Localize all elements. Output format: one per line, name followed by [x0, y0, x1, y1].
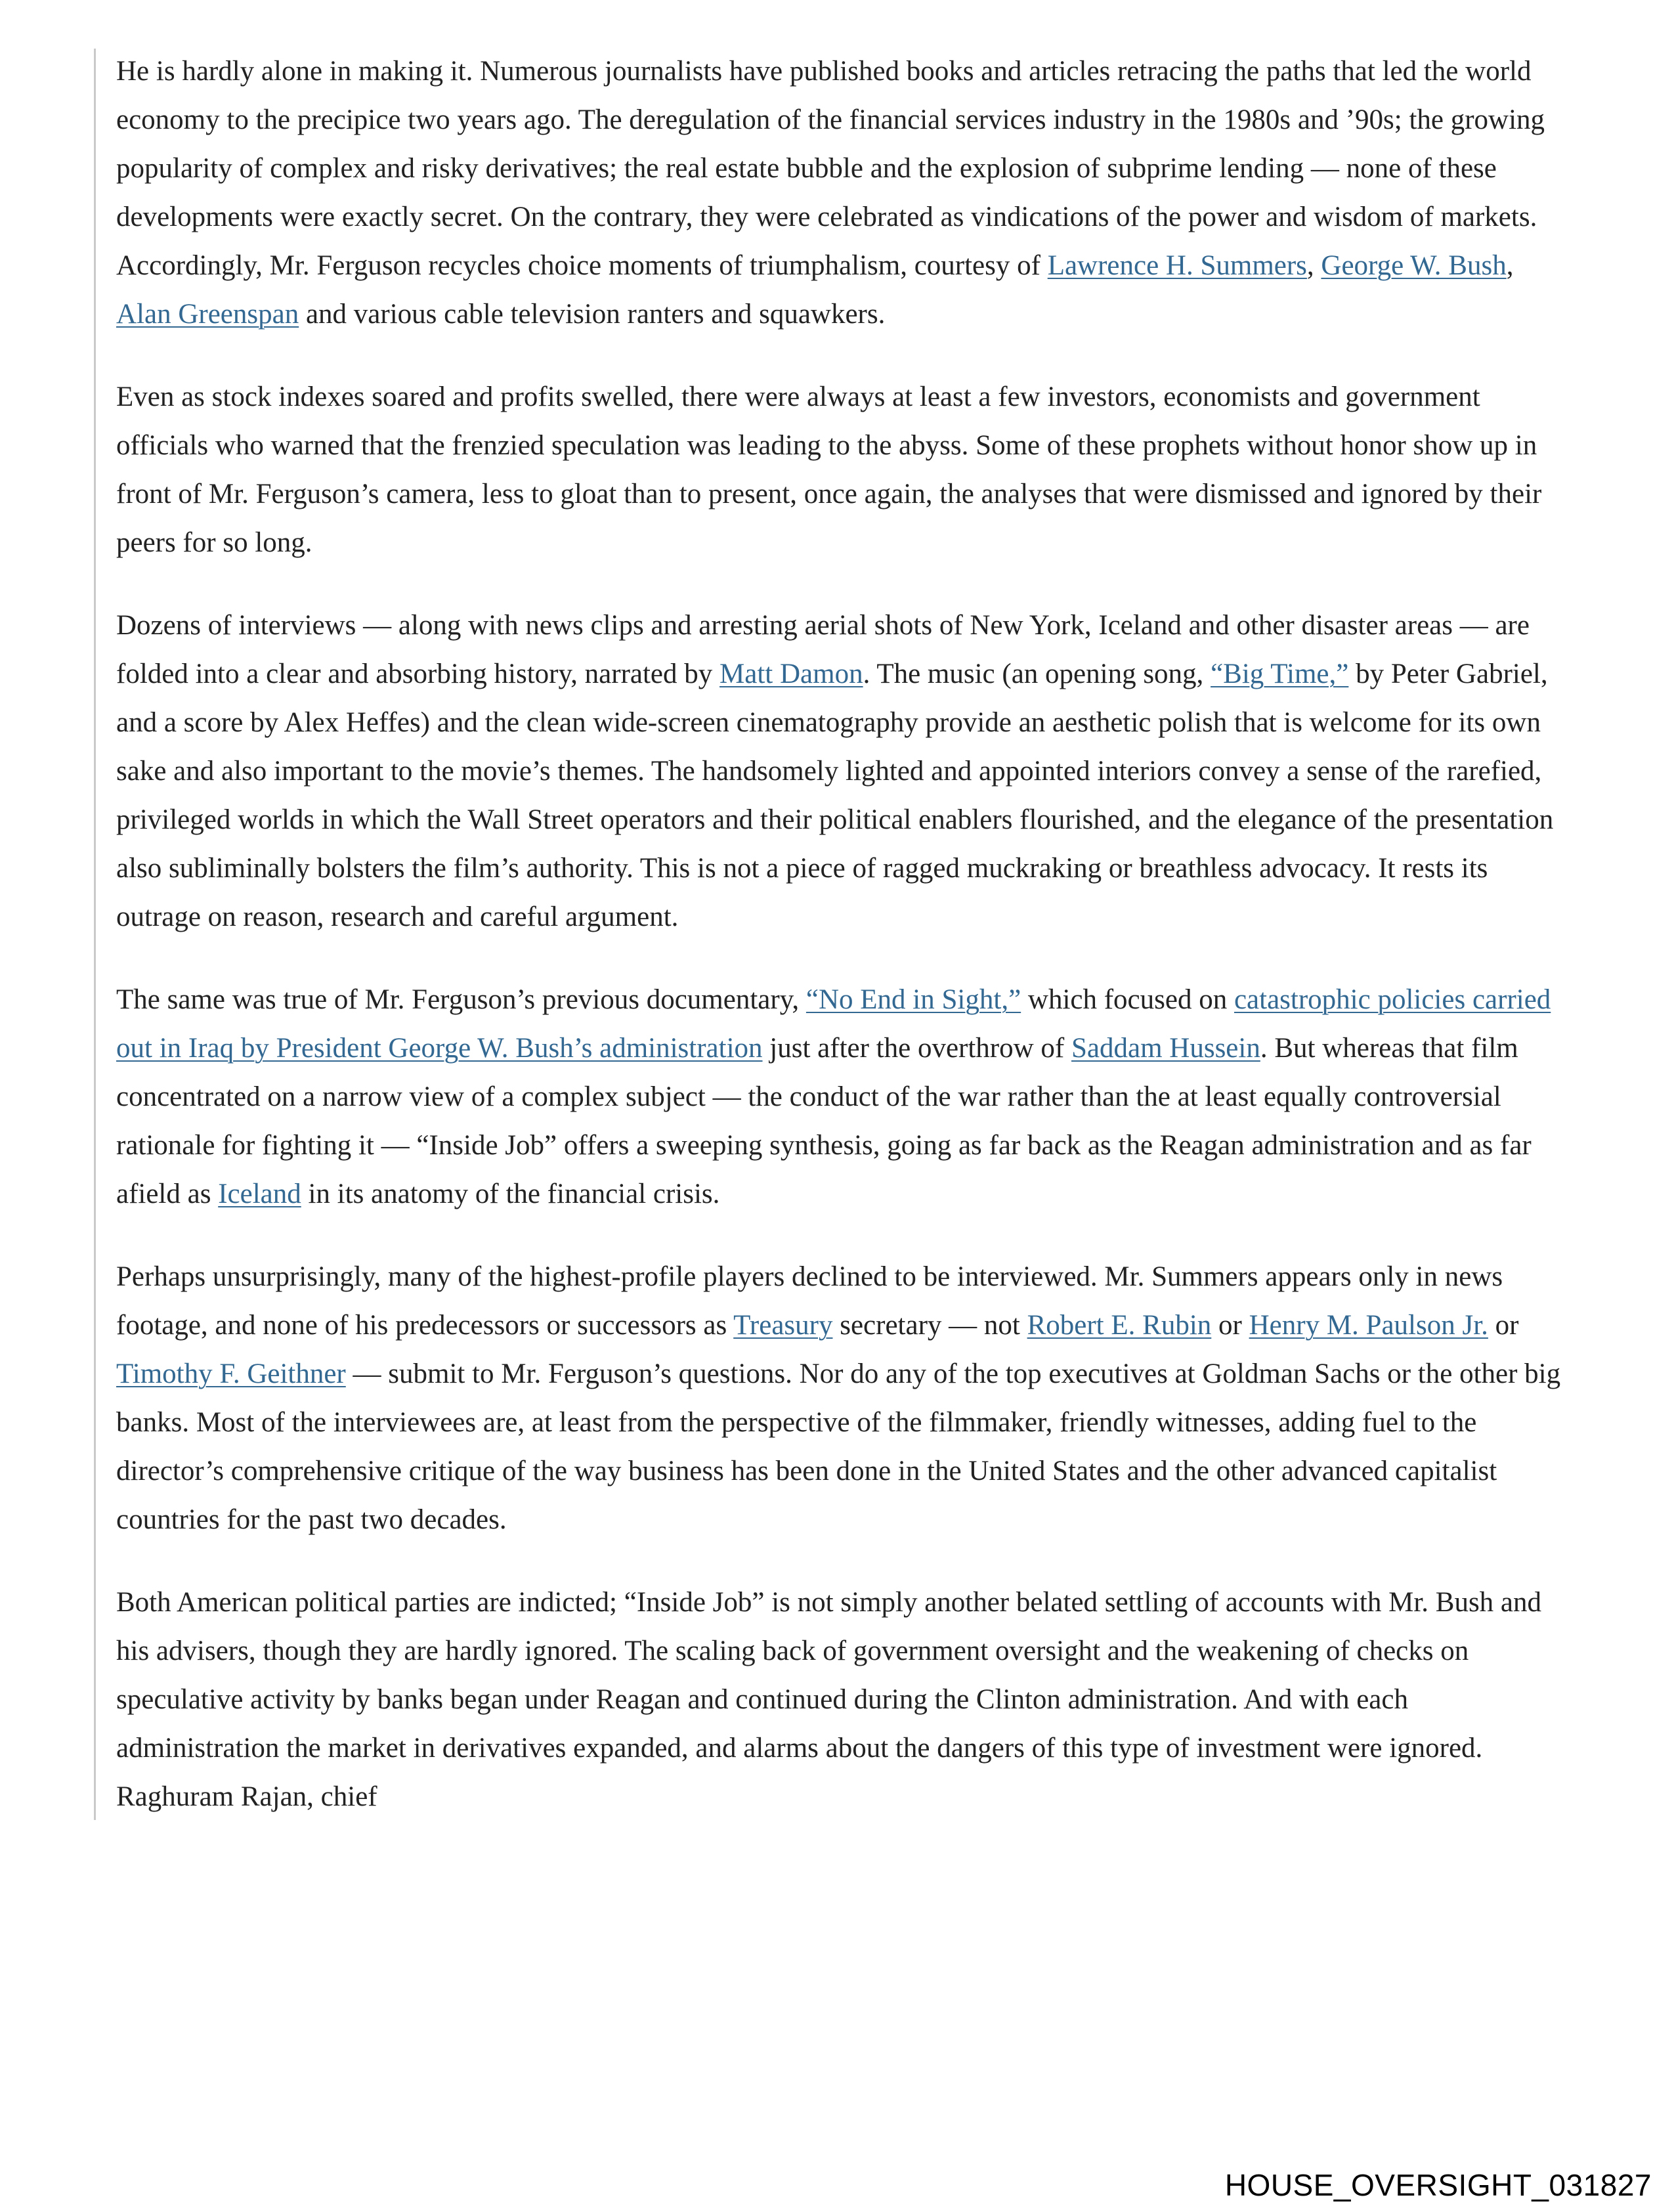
- text-run: Even as stock indexes soared and profits swelled, there were always at least a few investors, economists and government officials who warned that the frenzied speculation was leading to the abyss. Some of these prophets without honor show up in front of Mr. Ferguson’s camera, less to gloat than to present, once again, the analyses that were dismissed and ignored by their peers for so long.: [116, 381, 1542, 558]
- paragraph: [116, 1578, 1570, 1821]
- text-run: Perhaps unsurprisingly, many of the highest-profile players declined to be interviewed. Mr. Summers appears only in news footage, and none of his predecessors or successors as: [116, 1261, 1503, 1341]
- text-run: He is hardly alone in making it. Numerous journalists have published books and articles retracing the paths that led the world economy to the precipice two years ago. The deregulation of the financial services industry in the 1980s and ’90s; the growing popularity of complex and risky derivatives; the real estate bubble and the explosion of subprime lending — none of these developments were exactly secret. On the contrary, they were celebrated as vindications of the power and wisdom of markets. Accordingly, Mr. Ferguson recycles choice moments of triumphalism, courtesy of: [116, 56, 1545, 281]
- inline-link[interactable]: Robert E. Rubin: [1027, 1310, 1212, 1341]
- inline-link[interactable]: Timothy F. Geithner: [116, 1358, 346, 1389]
- inline-link[interactable]: Henry M. Paulson Jr.: [1249, 1310, 1488, 1341]
- paragraph-container: [116, 47, 1570, 1821]
- text-run: Both American political parties are indicted; “Inside Job” is not simply another belated settling of accounts with Mr. Bush and his advisers, though they are hardly ignored. The scaling back of government oversight and the weakening of checks on speculative activity by banks began under Reagan and continued during the Clinton administration. And with each administration the market in derivatives expanded, and alarms about the dangers of this type of investment were ignored. Raghuram Rajan, chief: [116, 1587, 1542, 1812]
- bates-stamp-label: HOUSE_OVERSIGHT_031827: [1224, 2168, 1652, 2202]
- inline-link[interactable]: Alan Greenspan: [116, 299, 299, 330]
- inline-link[interactable]: catastrophic policies carried out in Iraq by President George W. Bush’s administration: [116, 984, 1551, 1064]
- text-run: . But whereas that film concentrated on a narrow view of a complex subject — the conduct of the war rather than the at least equally controversial rationale for fighting it — “Inside Job” offers a sweeping synthesis, going as far back as the Reagan administration and as far afield as: [116, 1033, 1532, 1209]
- text-run: by Peter Gabriel, and a score by Alex Heffes) and the clean wide-screen cinematography provide an aesthetic polish that is welcome for its own sake and also important to the movie’s themes. The handsomely lighted and appointed interiors convey a sense of the rarefied, privileged worlds in which the Wall Street operators and their political enablers flourished, and the elegance of the presentation also subliminally bolsters the film’s authority. This is not a piece of ragged muckraking or breathless advocacy. It rests its outrage on reason, research and careful argument.: [116, 659, 1554, 932]
- paragraph: [116, 47, 1570, 339]
- text-run: secretary — not: [832, 1310, 1027, 1341]
- text-run: . The music (an opening song,: [863, 659, 1211, 689]
- text-run: The same was true of Mr. Ferguson’s previous documentary,: [116, 984, 806, 1015]
- text-run: or: [1488, 1310, 1519, 1341]
- text-run: in its anatomy of the financial crisis.: [301, 1179, 720, 1209]
- article-body: [94, 47, 1570, 1821]
- inline-link[interactable]: Treasury: [733, 1310, 833, 1341]
- left-vertical-rule: [94, 49, 96, 1820]
- text-run: or: [1211, 1310, 1249, 1341]
- text-run: which focused on: [1021, 984, 1234, 1015]
- inline-link[interactable]: George W. Bush: [1321, 250, 1507, 281]
- inline-link[interactable]: Lawrence H. Summers: [1047, 250, 1307, 281]
- text-run: ,: [1506, 250, 1514, 281]
- text-run: and various cable television ranters and squawkers.: [299, 299, 886, 330]
- inline-link[interactable]: Matt Damon: [719, 659, 863, 689]
- text-run: Dozens of interviews — along with news clips and arresting aerial shots of New York, Iceland and other disaster areas — are folded into a clear and absorbing history, narrated by: [116, 610, 1530, 689]
- inline-link[interactable]: “Big Time,”: [1211, 659, 1349, 689]
- paragraph: [116, 1253, 1570, 1544]
- text-run: — submit to Mr. Ferguson’s questions. Nor do any of the top executives at Goldman Sachs or the other big banks. Most of the interviewees are, at least from the perspective of the filmmaker, friendly witnesses, adding fuel to the director’s comprehensive critique of the way business has been done in the United States and the other advanced capitalist countries for the past two decades.: [116, 1358, 1561, 1535]
- inline-link[interactable]: Saddam Hussein: [1071, 1033, 1260, 1064]
- paragraph: [116, 976, 1570, 1219]
- paragraph: [116, 373, 1570, 567]
- text-run: ,: [1306, 250, 1321, 281]
- inline-link[interactable]: Iceland: [218, 1179, 301, 1209]
- paragraph: [116, 601, 1570, 942]
- inline-link[interactable]: “No End in Sight,”: [805, 984, 1021, 1015]
- text-run: just after the overthrow of: [762, 1033, 1071, 1064]
